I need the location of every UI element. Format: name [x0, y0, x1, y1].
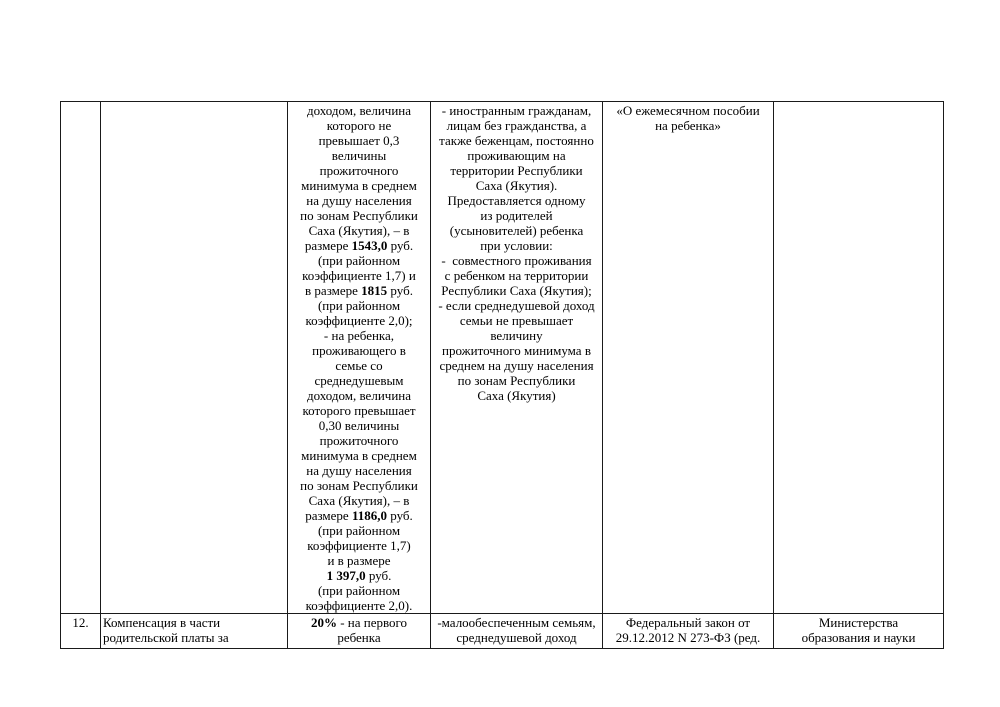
- cell-text-line: доходом, величина: [306, 103, 411, 118]
- cell-text-line: среднедушевым: [314, 373, 404, 388]
- cell-text-line: Компенсация в части: [103, 615, 221, 630]
- cell-text-line: на душу населения: [306, 193, 412, 208]
- cell-text-line: проживающим на: [467, 148, 566, 163]
- bold-value: 1815: [361, 283, 388, 298]
- cell-text-line: [290, 508, 428, 523]
- cell-recipients: [431, 102, 603, 614]
- cell-text-line: по зонам Республики: [300, 208, 418, 223]
- benefits-table: [60, 101, 944, 649]
- cell-text-line: территории Республики: [450, 163, 583, 178]
- cell-text-line: - если среднедушевой доход: [438, 298, 595, 313]
- cell-text-line: - иностранным гражданам,: [441, 103, 592, 118]
- cell-text-line: 0,30 величины: [318, 418, 400, 433]
- text-segment: размере: [305, 508, 352, 523]
- cell-text-line: на душу населения: [306, 463, 412, 478]
- cell-authority: [774, 102, 944, 614]
- cell-text-line: коэффициенте 2,0).: [305, 598, 413, 613]
- cell-text-line: прожиточного: [319, 433, 399, 448]
- cell-text-line: среднем на душу населения: [439, 358, 594, 373]
- table-row: [61, 102, 944, 614]
- cell-amount: [288, 102, 431, 614]
- cell-recipients: [431, 614, 603, 649]
- cell-text-line: доходом, величина: [306, 388, 411, 403]
- cell-text-line: прожиточного: [319, 163, 399, 178]
- cell-text-line: образования и науки: [801, 630, 916, 645]
- bold-value: 1186,0: [351, 508, 387, 523]
- cell-text-line: которого не: [326, 118, 392, 133]
- cell-text-line: с ребенком на территории: [444, 268, 589, 283]
- cell-text-line: коэффициенте 2,0);: [305, 313, 413, 328]
- cell-text-line: по зонам Республики: [300, 478, 418, 493]
- cell-text-line: Саха (Якутия), – в: [308, 223, 410, 238]
- cell-text-line: Предоставляется одному: [447, 193, 586, 208]
- cell-amount: [288, 614, 431, 649]
- cell-measure: [101, 102, 288, 614]
- cell-text-line: Саха (Якутия).: [475, 178, 558, 193]
- cell-text-line: на ребенка»: [655, 118, 721, 133]
- text-segment: руб.: [387, 238, 414, 253]
- bold-value: 1543,0: [351, 238, 388, 253]
- cell-legal-basis: [603, 102, 774, 614]
- cell-text-line: минимума в среднем: [301, 178, 417, 193]
- cell-text-line: величину: [490, 328, 543, 343]
- text-segment: размере: [304, 238, 352, 253]
- cell-text-line: лицам без гражданства, а: [446, 118, 587, 133]
- cell-text-line: (усыновителей) ребенка: [449, 223, 584, 238]
- cell-text-line: Федеральный закон от: [625, 615, 751, 630]
- cell-authority: [774, 614, 944, 649]
- cell-text-line: родительской платы за: [103, 630, 229, 645]
- cell-text-line: Министерства: [818, 615, 899, 630]
- cell-text-line: из родителей: [480, 208, 553, 223]
- text-segment: руб.: [387, 508, 413, 523]
- text-segment: руб.: [387, 283, 413, 298]
- text-segment: руб.: [365, 568, 392, 583]
- cell-text-line: - совместного проживания: [441, 253, 592, 268]
- cell-text-line: коэффициенте 1,7) и: [302, 268, 416, 283]
- cell-text-line: и в размере: [327, 553, 391, 568]
- cell-text-line: ребенка: [337, 630, 381, 645]
- cell-text-line: [290, 568, 428, 583]
- cell-text-line: - на ребенка,: [323, 328, 395, 343]
- cell-text-line: семье со: [335, 358, 383, 373]
- cell-text-line: [290, 238, 428, 253]
- bold-value: 20%: [310, 615, 337, 630]
- cell-text-line: семьи не превышает: [459, 313, 574, 328]
- cell-text-line: также беженцам, постоянно: [439, 133, 594, 148]
- cell-text-line: (при районном: [317, 253, 401, 268]
- cell-text-line: по зонам Республики: [457, 373, 576, 388]
- text-segment: - на первого: [336, 615, 408, 630]
- cell-number: 12.: [61, 614, 101, 649]
- cell-text-line: Саха (Якутия): [477, 388, 556, 403]
- cell-text-line: -малообеспеченным семьям,: [437, 615, 596, 630]
- cell-text-line: [290, 283, 428, 298]
- cell-text-line: (при районном: [317, 583, 401, 598]
- cell-text-line: превышает 0,3: [318, 133, 400, 148]
- bold-value: 1 397,0: [326, 568, 366, 583]
- cell-text-line: [290, 615, 428, 630]
- table-row: [61, 614, 944, 649]
- cell-number: [61, 102, 101, 614]
- cell-text-line: при условии:: [480, 238, 553, 253]
- cell-legal-basis: [603, 614, 774, 649]
- cell-text-line: среднедушевой доход: [456, 630, 577, 645]
- cell-text-line: 29.12.2012 N 273-ФЗ (ред.: [615, 630, 761, 645]
- cell-text-line: «О ежемесячном пособии: [616, 103, 760, 118]
- cell-text-line: Республики Саха (Якутия);: [441, 283, 592, 298]
- cell-measure: [101, 614, 288, 649]
- cell-text-line: прожиточного минимума в: [442, 343, 591, 358]
- cell-text-line: величины: [331, 148, 387, 163]
- cell-text-line: которого превышает: [302, 403, 416, 418]
- cell-text-line: (при районном: [317, 523, 401, 538]
- cell-text-line: минимума в среднем: [301, 448, 417, 463]
- cell-text-line: (при районном: [317, 298, 401, 313]
- text-segment: в размере: [305, 283, 362, 298]
- cell-text-line: Саха (Якутия), – в: [308, 493, 410, 508]
- cell-text-line: проживающего в: [312, 343, 406, 358]
- cell-text-line: коэффициенте 1,7): [307, 538, 411, 553]
